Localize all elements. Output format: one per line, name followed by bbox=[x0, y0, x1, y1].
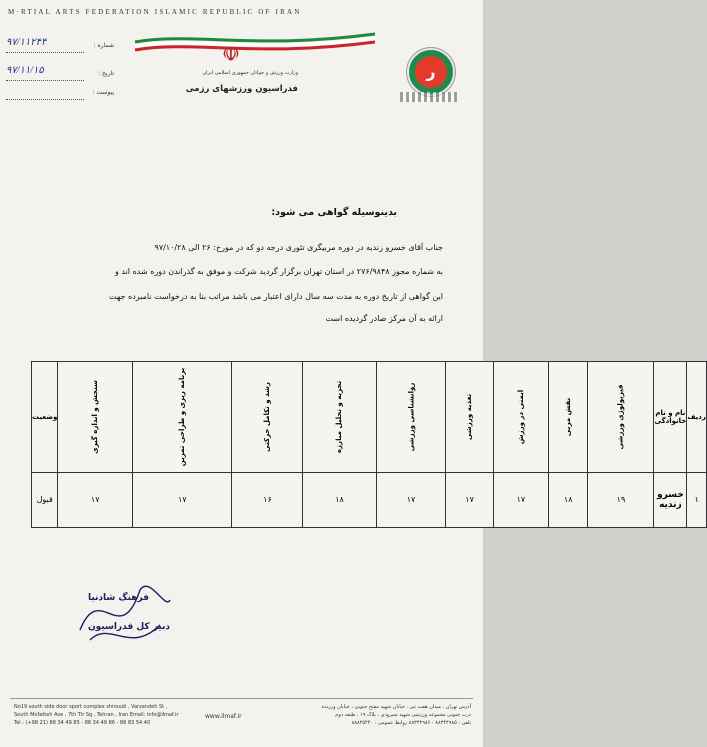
body-line-4: ارائه به آن مرکز صادر گردیده است bbox=[325, 314, 443, 323]
header-c8: برنامه ریزی و طراحی تمرین bbox=[133, 362, 232, 473]
cell-row-no: ۱ bbox=[687, 472, 707, 527]
header-c4: تغذیه ورزشی bbox=[446, 362, 493, 473]
number-row bbox=[6, 37, 124, 54]
header-c1: فیزیولوژی ورزشی bbox=[588, 362, 654, 473]
attachment-row bbox=[6, 87, 124, 101]
date-value: ۹۷/۱۱/۱۵ bbox=[6, 65, 44, 76]
header-c6: تجزیه و تحلیل مبارزه bbox=[303, 362, 376, 473]
ministry-name: وزارت ورزش و جوانان جمهوری اسلامی ایران bbox=[202, 70, 298, 76]
iran-emblem-icon: ☫ bbox=[222, 42, 240, 66]
signatory-title: دبیر کل فدراسیون bbox=[88, 622, 171, 632]
federation-logo bbox=[407, 48, 455, 96]
cell-c4: ۱۷ bbox=[446, 472, 493, 527]
cell-c8: ۱۷ bbox=[133, 472, 232, 527]
table-header-row bbox=[32, 362, 707, 473]
number-value: ۹۷/۱۱۲۴۴ bbox=[6, 37, 47, 48]
federation-name: فدراسیون ورزشهای رزمی bbox=[185, 84, 298, 94]
cell-name: خسرو زندیه bbox=[654, 472, 687, 527]
flag-ribbon bbox=[135, 28, 375, 58]
cell-c5: ۱۷ bbox=[376, 472, 446, 527]
cell-c2: ۱۸ bbox=[548, 472, 587, 527]
signatory-name: فرهنگ شادنیا bbox=[88, 593, 150, 603]
header-c9: سنجش و اندازه گیری bbox=[58, 362, 133, 473]
certificate-heading: بدینوسیله گواهی می شود: bbox=[271, 207, 397, 218]
header-row-no: ردیف bbox=[687, 362, 707, 473]
header-c2: نقش مربی bbox=[548, 362, 587, 473]
footer-website: www.ilmaf.ir bbox=[205, 713, 242, 720]
cell-c3: ۱۷ bbox=[493, 472, 548, 527]
logo-checker-pattern bbox=[400, 92, 458, 102]
header-status: وضعیت bbox=[32, 362, 58, 473]
handwritten-signature bbox=[70, 570, 180, 660]
date-label: تاریخ : bbox=[98, 70, 114, 77]
cell-status: قبول bbox=[32, 472, 58, 527]
grades-table bbox=[31, 361, 707, 528]
header-name: نام و نام خانوادگی bbox=[654, 362, 687, 473]
date-row bbox=[6, 65, 124, 82]
cell-c6: ۱۸ bbox=[303, 472, 376, 527]
table-row bbox=[32, 472, 707, 527]
header-c5: روانشناسی ورزشی bbox=[376, 362, 446, 473]
number-label: شماره : bbox=[93, 42, 114, 49]
cell-c7: ۱۶ bbox=[232, 472, 303, 527]
cell-c1: ۱۹ bbox=[588, 472, 654, 527]
header-c7: رشد و تکامل حرکتی bbox=[232, 362, 303, 473]
cell-c9: ۱۷ bbox=[58, 472, 133, 527]
logo-mark-icon: ر bbox=[415, 56, 447, 88]
header-c3: ایمنی در ورزش bbox=[493, 362, 548, 473]
body-line-3: این گواهی از تاریخ دوره به مدت سه سال دارای اعتبار می باشد مراتب بنا به درخواست نامبرده جهت bbox=[108, 292, 443, 301]
footer-address-fa: آدرس تهران ، میدان هفت تیر ، خیابان شهید مفتح جنوبی ، خیابان ورزنده درب جنوبی مجموعه ورزشی شهید شیرودی ، پلاک ۱۹ ، طبقه دوم تلفن : ۸۸۳۴۴۹۸۵ - ۸۸۳۴۴۹۸۶ روابط عمومی : ۸۸۸۳۵۴۴۰ bbox=[321, 704, 471, 726]
attachment-label: پیوست : bbox=[92, 89, 114, 96]
letterhead-title: M·RTIAL ARTS FEDERATION ISLAMIC REPUBLIC OF IRAN bbox=[8, 8, 302, 16]
footer-divider bbox=[10, 698, 473, 699]
body-line-2: به شماره مجوز ۲۷۶/۹۸۴۸ در استان تهران برگزار گردید شرکت و موفق به گذراندن دوره شده اند و bbox=[114, 267, 443, 276]
body-line-1: جناب آقای خسرو زندیه در دوره مربیگری تئوری درجه دو که در مورخ: ۲۶ الی ۹۷/۱۰/۲۸ bbox=[154, 243, 443, 252]
footer-address-en: No19 south side door sport complex shiroudi , Varzandeh St , South Mofatteh Ave , 7th Tir Sq , Tehran , Iran Email: info@ilmaf.ir Tel : (+98 21) 88 34 49 85 - 88 34 49 86 - 88 83 54 40 bbox=[14, 704, 179, 726]
